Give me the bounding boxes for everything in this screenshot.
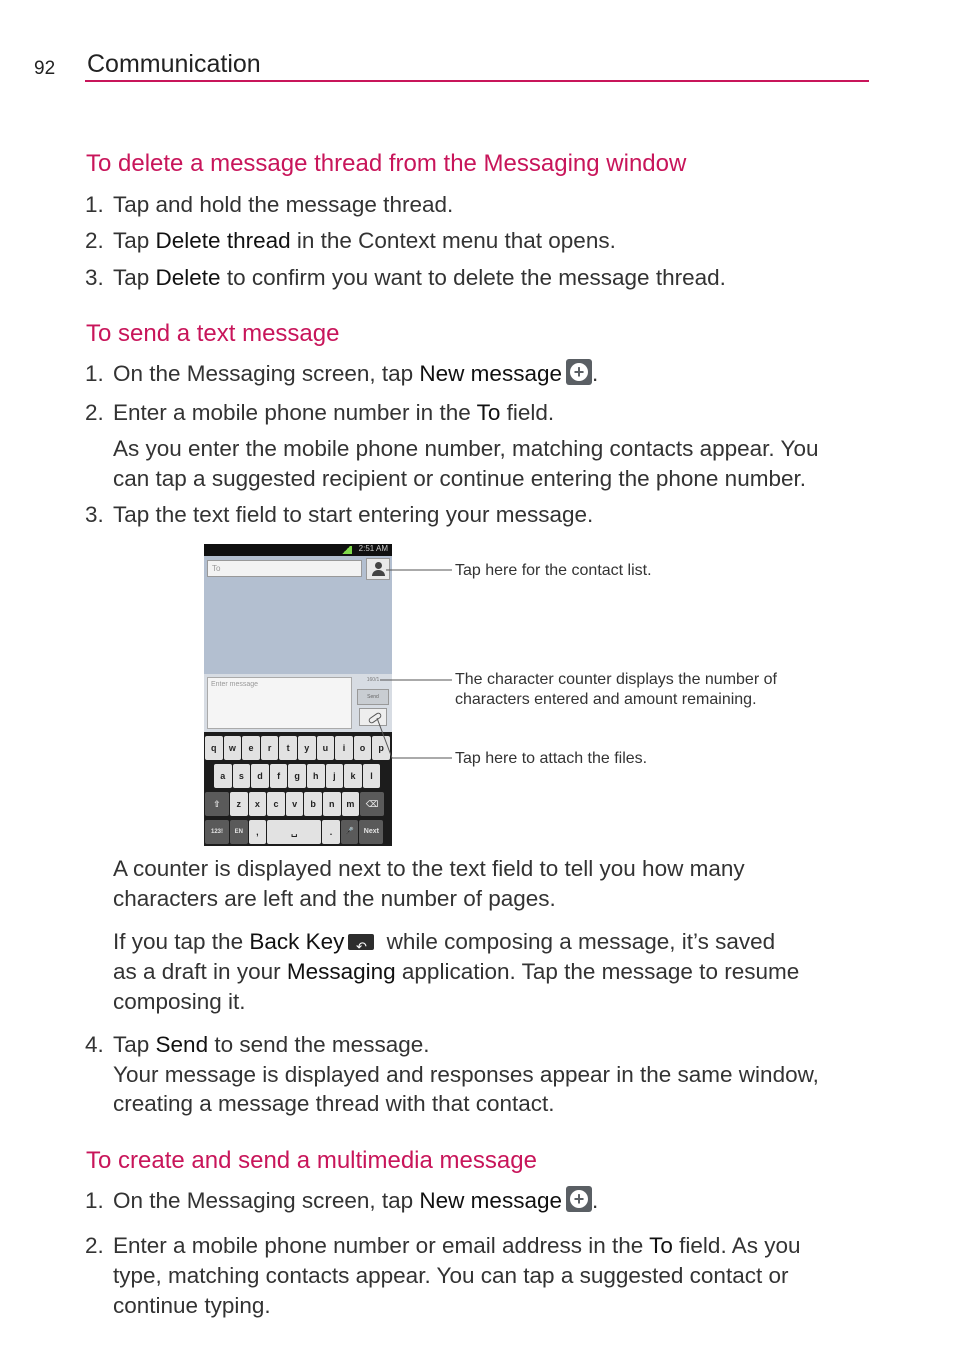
step-text: Tap Delete thread in the Context menu that opens. bbox=[113, 228, 616, 253]
ui-term: Messaging bbox=[286, 959, 396, 984]
key[interactable]: f bbox=[270, 764, 288, 788]
key[interactable]: s bbox=[233, 764, 251, 788]
key[interactable]: o bbox=[354, 736, 372, 760]
section-heading-multimedia: To create and send a multimedia message bbox=[86, 1147, 537, 1174]
step-number: 2. bbox=[85, 400, 104, 425]
status-bar bbox=[204, 544, 392, 556]
step-number: 4. bbox=[85, 1032, 104, 1057]
step-text: Tap Send to send the message. bbox=[113, 1032, 430, 1057]
status-time: 2:51 AM bbox=[358, 544, 388, 553]
key[interactable]: p bbox=[372, 736, 390, 760]
key[interactable]: i bbox=[335, 736, 353, 760]
contact-list-icon[interactable] bbox=[366, 558, 390, 580]
paperclip-icon[interactable] bbox=[359, 708, 387, 726]
step-note-line: creating a message thread with that contact. bbox=[113, 1091, 555, 1116]
key[interactable]: l bbox=[363, 764, 381, 788]
step-number: 2. bbox=[85, 228, 104, 253]
key[interactable]: k bbox=[344, 764, 362, 788]
key[interactable]: z bbox=[230, 792, 248, 816]
new-message-plus-icon bbox=[566, 1186, 592, 1212]
key[interactable]: h bbox=[307, 764, 325, 788]
step-text: Tap the text field to start entering your message. bbox=[113, 502, 594, 527]
step-text: On the Messaging screen, tap New message+ . bbox=[113, 359, 598, 389]
signal-icon bbox=[340, 546, 352, 554]
character-counter: 160/1 bbox=[366, 677, 380, 683]
section-heading-send-text: To send a text message bbox=[86, 320, 340, 347]
ui-term: Delete bbox=[155, 265, 221, 290]
key[interactable]: m bbox=[342, 792, 360, 816]
backspace-key[interactable]: ⌫ bbox=[360, 792, 384, 816]
keyboard-row bbox=[205, 792, 384, 816]
key[interactable]: x bbox=[249, 792, 267, 816]
step-text: continue typing. bbox=[113, 1293, 271, 1318]
step-text: On the Messaging screen, tap New message+ . bbox=[113, 1186, 598, 1216]
key[interactable]: a bbox=[214, 764, 232, 788]
step-text: type, matching contacts appear. You can tap a suggested contact or bbox=[113, 1263, 789, 1288]
section-heading-delete-thread: To delete a message thread from the Messaging window bbox=[86, 150, 687, 177]
paragraph-line: A counter is displayed next to the text field to tell you how many bbox=[113, 856, 745, 881]
step-number: 3. bbox=[85, 265, 104, 290]
keyboard-row bbox=[205, 820, 383, 844]
key[interactable]: q bbox=[205, 736, 223, 760]
key[interactable]: e bbox=[242, 736, 260, 760]
paragraph-line: characters are left and the number of pages. bbox=[113, 886, 556, 911]
callout-attach: Tap here to attach the files. bbox=[455, 750, 648, 767]
step-number: 1. bbox=[85, 361, 104, 386]
key[interactable]: y bbox=[298, 736, 316, 760]
step-number: 2. bbox=[85, 1233, 104, 1258]
step-number: 3. bbox=[85, 502, 104, 527]
compose-area bbox=[204, 674, 392, 732]
ui-term: To bbox=[649, 1233, 673, 1258]
language-key[interactable]: EN bbox=[230, 820, 248, 844]
step-text: Tap and hold the message thread. bbox=[113, 192, 454, 217]
step-note-line: Your message is displayed and responses appear in the same window, bbox=[113, 1062, 819, 1087]
key[interactable]: j bbox=[326, 764, 344, 788]
key[interactable]: b bbox=[304, 792, 322, 816]
ui-term: Back Key bbox=[249, 929, 345, 954]
key[interactable]: r bbox=[261, 736, 279, 760]
back-key-icon bbox=[348, 934, 374, 950]
key[interactable]: c bbox=[267, 792, 285, 816]
step-note-line: As you enter the mobile phone number, matching contacts appear. You bbox=[113, 436, 819, 461]
message-field[interactable]: Enter message bbox=[207, 677, 352, 729]
next-key[interactable]: Next bbox=[359, 820, 383, 844]
to-field[interactable]: To bbox=[207, 560, 362, 577]
period-key[interactable]: . bbox=[322, 820, 340, 844]
send-button[interactable]: Send bbox=[357, 689, 389, 705]
ui-term: Delete thread bbox=[155, 228, 291, 253]
ui-term: New message bbox=[419, 1188, 562, 1213]
ui-term: Send bbox=[155, 1032, 209, 1057]
key[interactable]: w bbox=[224, 736, 242, 760]
ui-term: New message bbox=[419, 361, 562, 386]
step-number: 1. bbox=[85, 192, 104, 217]
callout-character-counter: The character counter displays the number of bbox=[455, 671, 777, 688]
header-rule bbox=[85, 80, 869, 82]
comma-key[interactable]: , bbox=[249, 820, 267, 844]
step-text: Enter a mobile phone number or email address in the To field. As you bbox=[113, 1233, 801, 1258]
key[interactable]: t bbox=[279, 736, 297, 760]
space-key[interactable]: ␣ bbox=[267, 820, 321, 844]
shift-key[interactable]: ⇧ bbox=[205, 792, 229, 816]
keyboard-row bbox=[205, 736, 390, 760]
key[interactable]: d bbox=[251, 764, 269, 788]
key[interactable]: u bbox=[317, 736, 335, 760]
callout-character-counter: characters entered and amount remaining. bbox=[455, 691, 757, 708]
page-number: 92 bbox=[34, 58, 56, 79]
on-screen-keyboard bbox=[204, 732, 392, 846]
ui-term: To bbox=[476, 400, 501, 425]
paragraph-line: composing it. bbox=[113, 989, 246, 1014]
key[interactable]: n bbox=[323, 792, 341, 816]
keyboard-row bbox=[214, 764, 380, 788]
step-note-line: can tap a suggested recipient or continue entering the phone number. bbox=[113, 466, 806, 491]
callout-contact-list: Tap here for the contact list. bbox=[455, 562, 652, 579]
new-message-plus-icon bbox=[566, 359, 592, 385]
paragraph-line: If you tap the Back Key↶ while composing a message, it’s saved bbox=[113, 927, 775, 957]
step-text: Enter a mobile phone number in the To field. bbox=[113, 400, 555, 425]
paragraph-line: as a draft in your Messaging application. Tap the message to resume bbox=[113, 959, 800, 984]
step-number: 1. bbox=[85, 1188, 104, 1213]
messaging-screenshot bbox=[204, 544, 392, 846]
chapter-title: Communication bbox=[87, 50, 261, 78]
key[interactable]: g bbox=[288, 764, 306, 788]
step-text: Tap Delete to confirm you want to delete the message thread. bbox=[113, 265, 726, 290]
symbols-key[interactable]: 123! bbox=[205, 820, 229, 844]
microphone-icon[interactable]: 🎤 bbox=[341, 820, 359, 844]
key[interactable]: v bbox=[286, 792, 304, 816]
